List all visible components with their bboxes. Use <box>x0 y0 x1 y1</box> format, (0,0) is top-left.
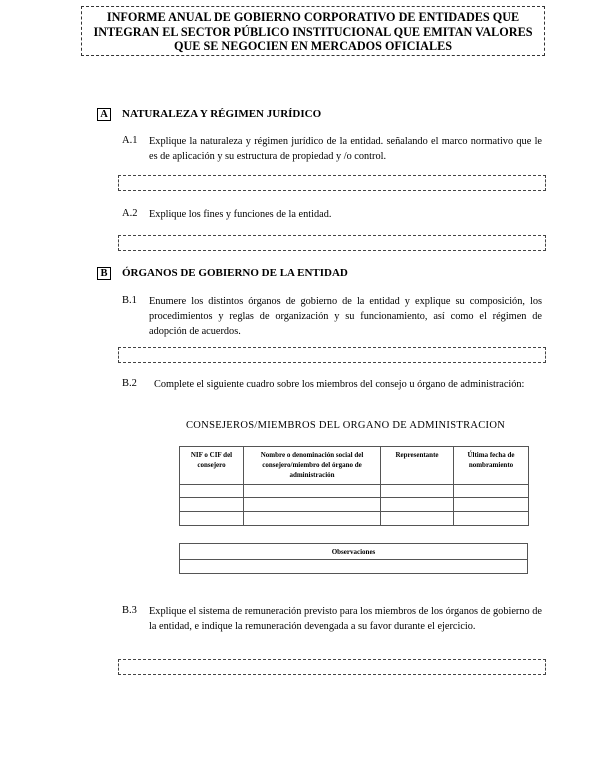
document-title <box>81 6 545 56</box>
answer-a2-field[interactable] <box>118 235 546 251</box>
question-b2-number: B.2 <box>122 378 137 389</box>
cell-nombre[interactable] <box>244 512 381 526</box>
cell-nombre[interactable] <box>244 485 381 498</box>
title-line-1: INFORME ANUAL DE GOBIERNO CORPORATIVO DE ENTIDADES QUE <box>106 10 520 24</box>
header-fecha: Última fecha de nombramiento <box>454 447 529 485</box>
question-b2-text: Complete el siguiente cuadro sobre los miembros del consejo u órgano de administración: <box>154 379 525 390</box>
section-a-letter: A <box>97 108 111 121</box>
header-nif: NIF o CIF del consejero <box>180 447 244 485</box>
question-a2-number: A.2 <box>122 208 138 219</box>
question-b1-text: Enumere los distintos órganos de gobierno de la entidad y explique su composición, los procedimientos y reglas de organización y su funcionamiento, así como el régimen de adopción de acuerdos. <box>149 296 542 337</box>
header-representante: Representante <box>381 447 454 485</box>
cell-representante[interactable] <box>381 512 454 526</box>
table-row <box>180 498 529 512</box>
answer-b1-field[interactable] <box>118 347 546 363</box>
cell-nif[interactable] <box>180 498 244 512</box>
cell-fecha[interactable] <box>454 498 529 512</box>
cell-representante[interactable] <box>381 485 454 498</box>
question-a1-text: Explique la naturaleza y régimen jurídico de la entidad. señalando el marco normativo que le es de aplicación y su estructura de propiedad y /o control. <box>149 136 542 162</box>
title-line-2: INTEGRAN EL SECTOR PÚBLICO INSTITUCIONAL QUE EMITAN VALORES <box>93 24 533 39</box>
header-nombre: Nombre o denominación social del consejero/miembro del órgano de administración <box>244 447 381 485</box>
members-table-header-row <box>180 447 529 485</box>
table-row <box>180 485 529 498</box>
question-b3-text: Explique el sistema de remuneración previsto para los miembros de los órganos de gobierno de la entidad, e indique la remuneración devengada a su favor durante el ejercicio. <box>149 606 542 632</box>
members-table-title: CONSEJEROS/MIEMBROS DEL ORGANO DE ADMINISTRACION <box>186 420 506 431</box>
members-table <box>179 446 529 526</box>
observations-field[interactable] <box>180 560 528 574</box>
cell-nif[interactable] <box>180 512 244 526</box>
title-line-3: QUE SE NEGOCIEN EN MERCADOS OFICIALES <box>174 39 452 53</box>
observations-table <box>179 543 528 574</box>
cell-nif[interactable] <box>180 485 244 498</box>
section-b-letter: B <box>97 267 111 280</box>
cell-representante[interactable] <box>381 498 454 512</box>
cell-fecha[interactable] <box>454 485 529 498</box>
section-a-title: NATURALEZA Y RÉGIMEN JURÍDICO <box>122 108 322 120</box>
observations-header: Observaciones <box>180 544 528 560</box>
question-a2-text: Explique los fines y funciones de la entidad. <box>149 209 332 220</box>
cell-fecha[interactable] <box>454 512 529 526</box>
section-b-title: ÓRGANOS DE GOBIERNO DE LA ENTIDAD <box>122 267 348 279</box>
table-row <box>180 512 529 526</box>
question-b1-number: B.1 <box>122 295 137 306</box>
question-b3-number: B.3 <box>122 605 137 616</box>
answer-b3-field[interactable] <box>118 659 546 675</box>
question-a1-number: A.1 <box>122 135 138 146</box>
cell-nombre[interactable] <box>244 498 381 512</box>
answer-a1-field[interactable] <box>118 175 546 191</box>
